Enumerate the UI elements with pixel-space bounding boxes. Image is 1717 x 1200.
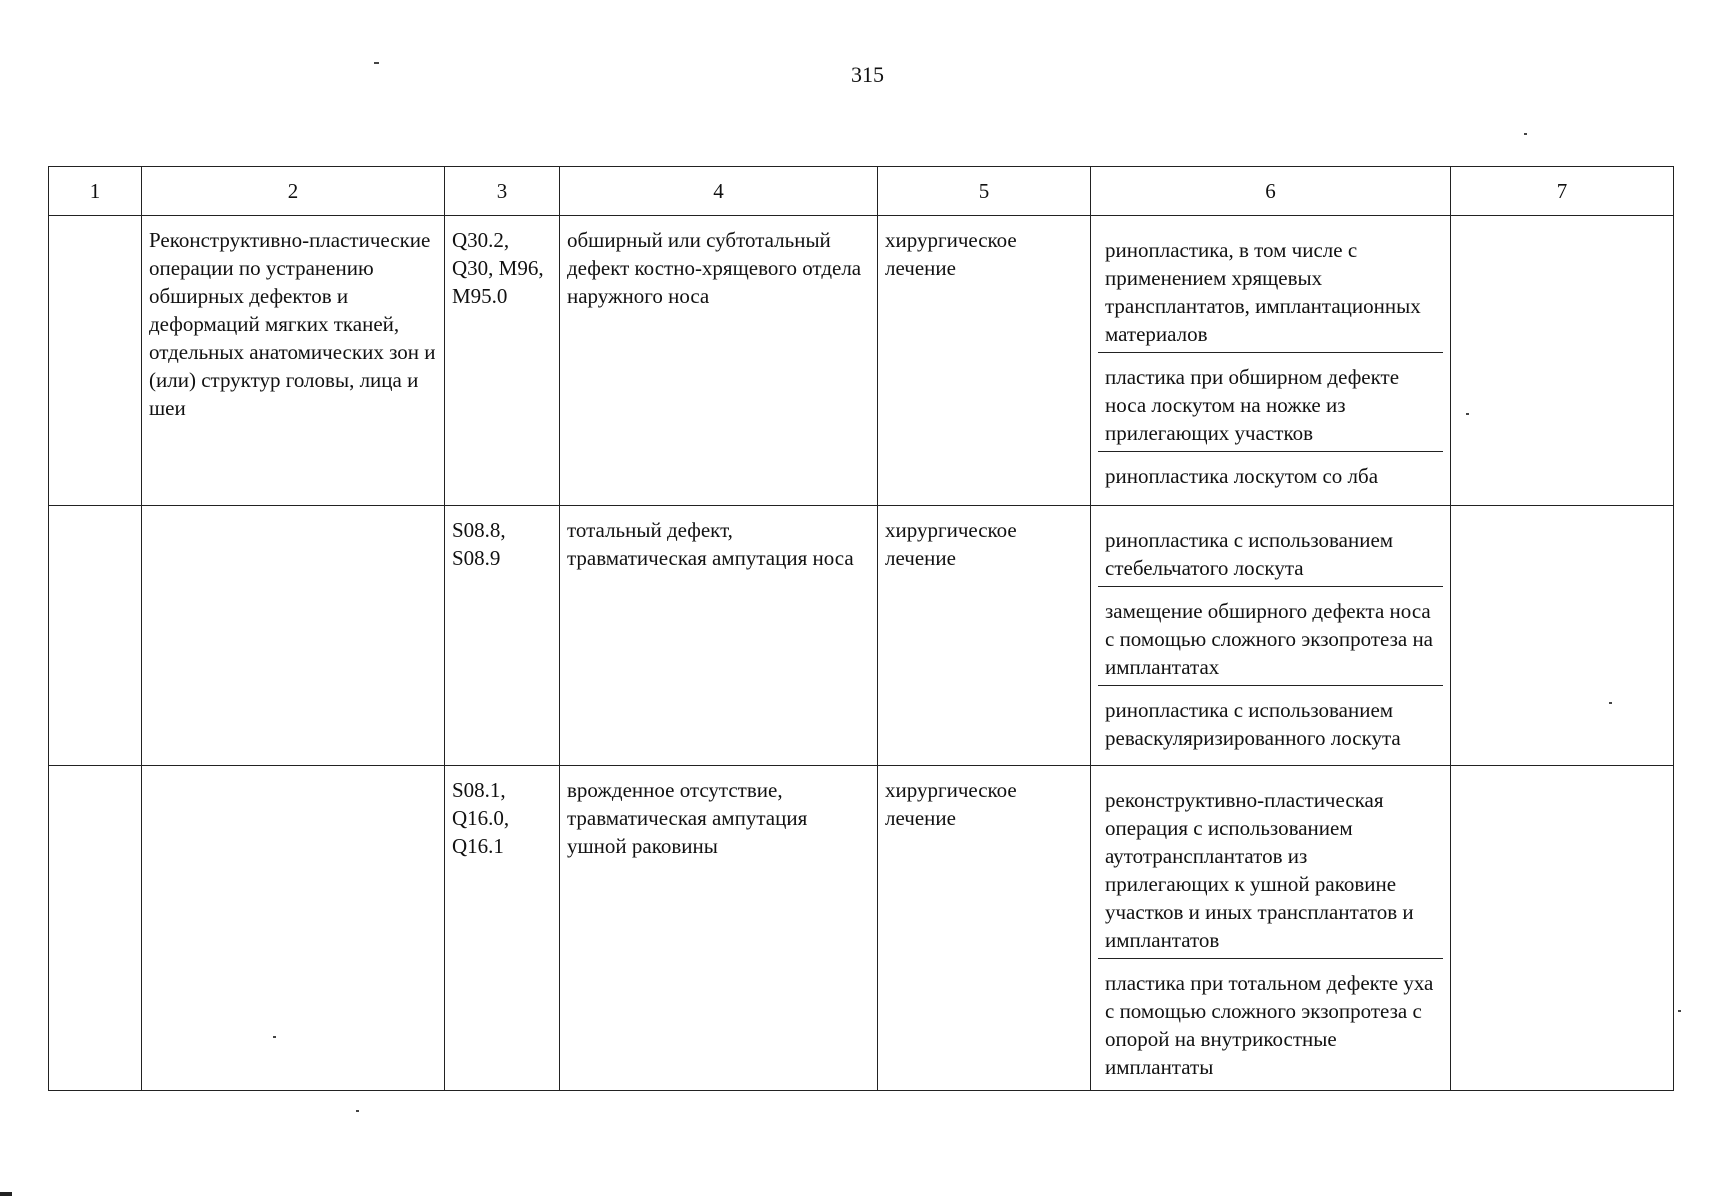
row2-method-3: ринопластика с использованием реваскуляризированного лоскута — [1105, 698, 1401, 750]
row1-methods — [1091, 216, 1451, 506]
row1-group-name: Реконструктивно-пластические операции по устранению обширных дефектов и деформаций мягких тканей, отдельных анатомических зон и (или) структур головы, лица и шеи — [142, 216, 445, 506]
row2-method-1: ринопластика с использованием стебельчатого лоскута — [1098, 516, 1443, 587]
scan-speck — [1609, 702, 1612, 704]
row2-diagnosis-codes: S08.8, S08.9 — [445, 506, 560, 766]
table-header-row — [49, 167, 1674, 216]
scan-speck — [356, 1110, 359, 1112]
row3-diagnosis-codes: S08.1, Q16.0, Q16.1 — [445, 766, 560, 1091]
header-cell-1: 1 — [49, 167, 142, 216]
row1-method-1: ринопластика, в том числе с применением хрящевых трансплантатов, имплантационных материалов — [1098, 226, 1443, 353]
row3-method-1: реконструктивно-пластическая операция с использованием аутотрансплантатов из прилегающих к ушной раковине участков и иных трансплантатов и имплантатов — [1098, 776, 1443, 959]
row3-col7 — [1451, 766, 1674, 1091]
row2-col1 — [49, 506, 142, 766]
row3-group-name — [142, 766, 445, 1091]
row3-patient-model: врожденное отсутствие, травматическая ампутация ушной раковины — [560, 766, 878, 1091]
table-row — [49, 216, 1674, 506]
row1-col7 — [1451, 216, 1674, 506]
row1-treatment-type: хирургическое лечение — [878, 216, 1091, 506]
scan-edge-mark — [0, 1192, 12, 1196]
row3-col1 — [49, 766, 142, 1091]
scan-speck — [374, 62, 379, 64]
scan-speck — [1466, 413, 1469, 415]
row1-patient-model: обширный или субтотальный дефект костно-хрящевого отдела наружного носа — [560, 216, 878, 506]
row2-methods — [1091, 506, 1451, 766]
header-cell-3: 3 — [445, 167, 560, 216]
header-cell-4: 4 — [560, 167, 878, 216]
row2-method-2: замещение обширного дефекта носа с помощью сложного экзопротеза на имплантатах — [1098, 587, 1443, 686]
row3-methods — [1091, 766, 1451, 1091]
row2-col7 — [1451, 506, 1674, 766]
row3-treatment-type: хирургическое лечение — [878, 766, 1091, 1091]
page-number: 315 — [851, 62, 884, 87]
row3-method-2: пластика при тотальном дефекте уха с помощью сложного экзопротеза с опорой на внутрикостные имплантаты — [1105, 971, 1434, 1079]
scan-speck — [1678, 1010, 1681, 1012]
header-cell-6: 6 — [1091, 167, 1451, 216]
row1-method-2: пластика при обширном дефекте носа лоскутом на ножке из прилегающих участков — [1098, 353, 1443, 452]
table-row — [49, 506, 1674, 766]
header-cell-2: 2 — [142, 167, 445, 216]
row2-group-name — [142, 506, 445, 766]
row1-method-3: ринопластика лоскутом со лба — [1105, 464, 1379, 488]
row1-diagnosis-codes: Q30.2, Q30, M96, M95.0 — [445, 216, 560, 506]
row1-col1 — [49, 216, 142, 506]
header-cell-7: 7 — [1451, 167, 1674, 216]
treatment-table — [48, 166, 1674, 1091]
row2-treatment-type: хирургическое лечение — [878, 506, 1091, 766]
scan-speck — [1524, 133, 1527, 135]
header-cell-5: 5 — [878, 167, 1091, 216]
table-row — [49, 766, 1674, 1091]
scan-speck — [273, 1036, 276, 1038]
row2-patient-model: тотальный дефект, травматическая ампутация носа — [560, 506, 878, 766]
